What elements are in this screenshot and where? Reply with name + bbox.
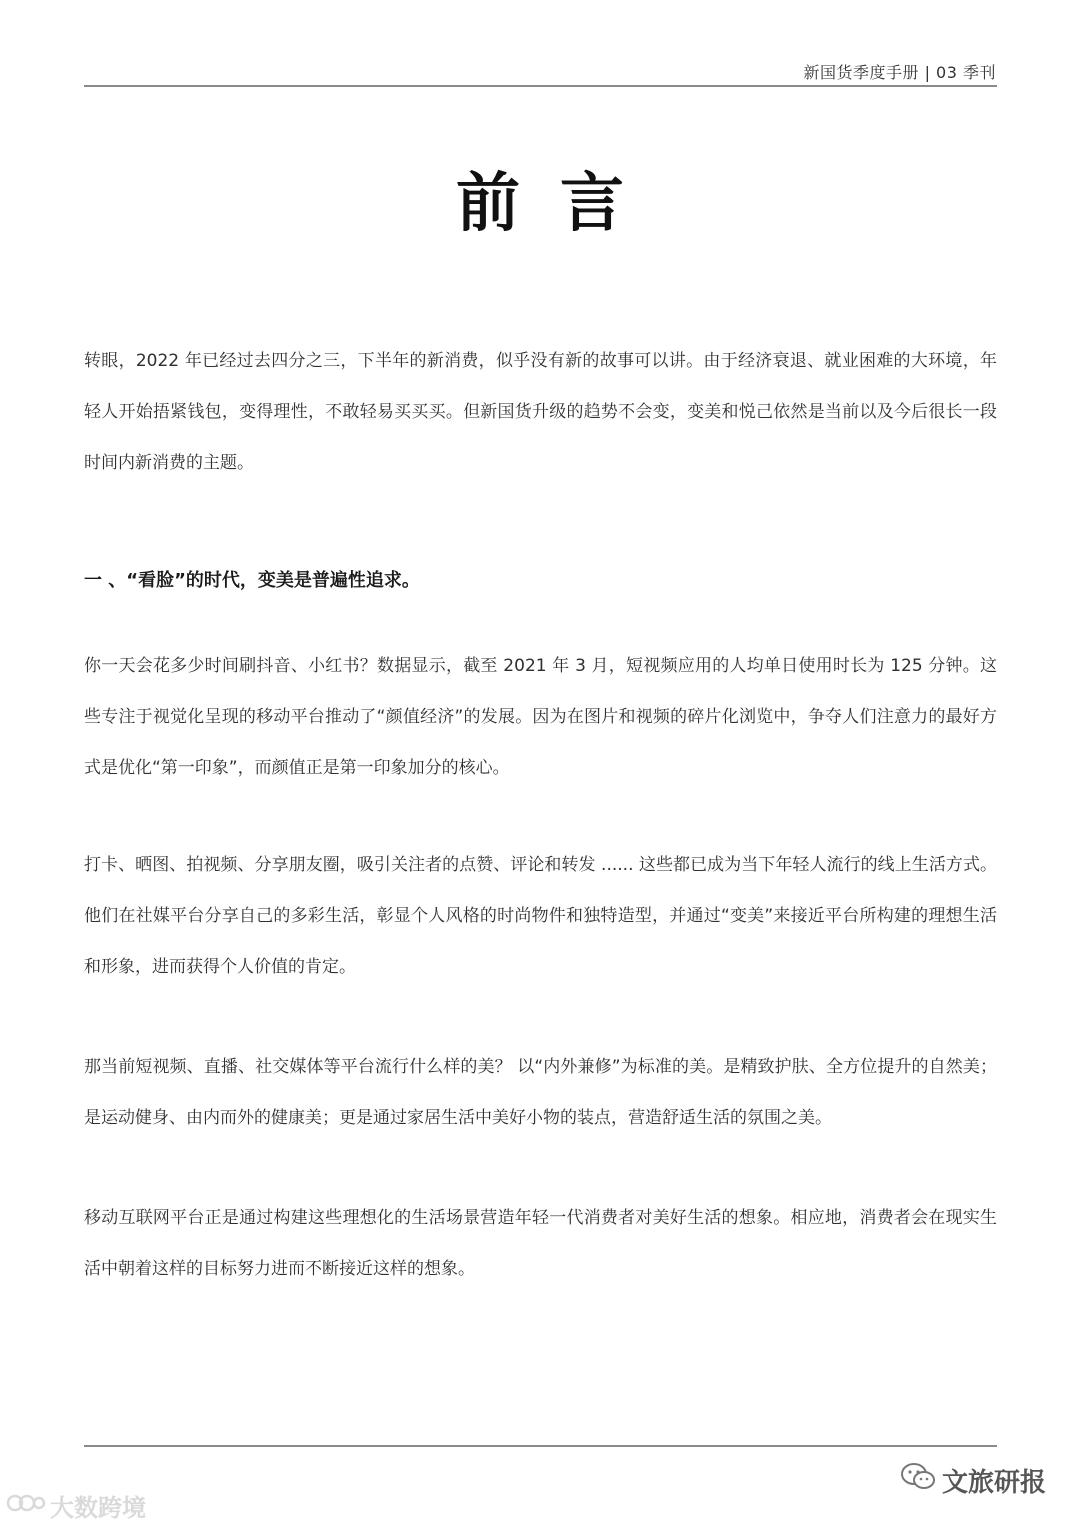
header-divider bbox=[84, 85, 997, 87]
body-paragraph: 你一天会花多少时间刷抖音、小红书？数据显示，截至 2021 年 3 月，短视频应用的人均单日使用时长为 125 分钟。这些专注于视觉化呈现的移动平台推动了“颜值经济”的发展。因为在图片和视频的碎片化浏览中，争夺人们注意力的最好方式是优化“第一印象”，而颜值正是第一印象加分的核心。 bbox=[84, 656, 997, 778]
logo-icon bbox=[6, 1490, 46, 1522]
wechat-watermark bbox=[900, 1462, 1046, 1499]
footer-divider bbox=[84, 1445, 997, 1447]
wechat-icon bbox=[900, 1462, 936, 1499]
intro-paragraph: 转眼，2022 年已经过去四分之三，下半年的新消费，似乎没有新的故事可以讲。由于经济衰退、就业困难的大环境，年轻人开始捂紧钱包，变得理性，不敢轻易买买买。但新国货升级的趋势不会变，变美和悦己依然是当前以及今后很长一段时间内新消费的主题。 bbox=[84, 351, 997, 473]
body-paragraph: 那当前短视频、直播、社交媒体等平台流行什么样的美？ 以“内外兼修”为标准的美。是精致护肤、全方位提升的自然美；是运动健身、由内而外的健康美；更是通过家居生活中美好小物的装点，营造舒适生活的氛围之美。 bbox=[84, 1057, 998, 1128]
watermark-label: 大数跨境 bbox=[50, 1494, 146, 1522]
running-header: 新国货季度手册 | 03 季刊 bbox=[803, 63, 996, 82]
watermark-label: 文旅研报 bbox=[941, 1468, 1046, 1498]
brand-watermark bbox=[6, 1488, 146, 1523]
section-heading: 一 、“看脸”的时代，变美是普遍性追求。 bbox=[84, 570, 420, 591]
page-title: 前言 bbox=[456, 166, 664, 241]
body-paragraph: 移动互联网平台正是通过构建这些理想化的生活场景营造年轻一代消费者对美好生活的想象。相应地，消费者会在现实生活中朝着这样的目标努力进而不断接近这样的想象。 bbox=[84, 1208, 997, 1279]
body-paragraph: 打卡、晒图、拍视频、分享朋友圈，吸引关注者的点赞、评论和转发 ...... 这些都已成为当下年轻人流行的线上生活方式。他们在社媒平台分享自己的多彩生活，彰显个人风格的时尚物件和独特造型，并通过“变美”来接近平台所构建的理想生活和形象，进而获得个人价值的肯定。 bbox=[84, 855, 997, 977]
